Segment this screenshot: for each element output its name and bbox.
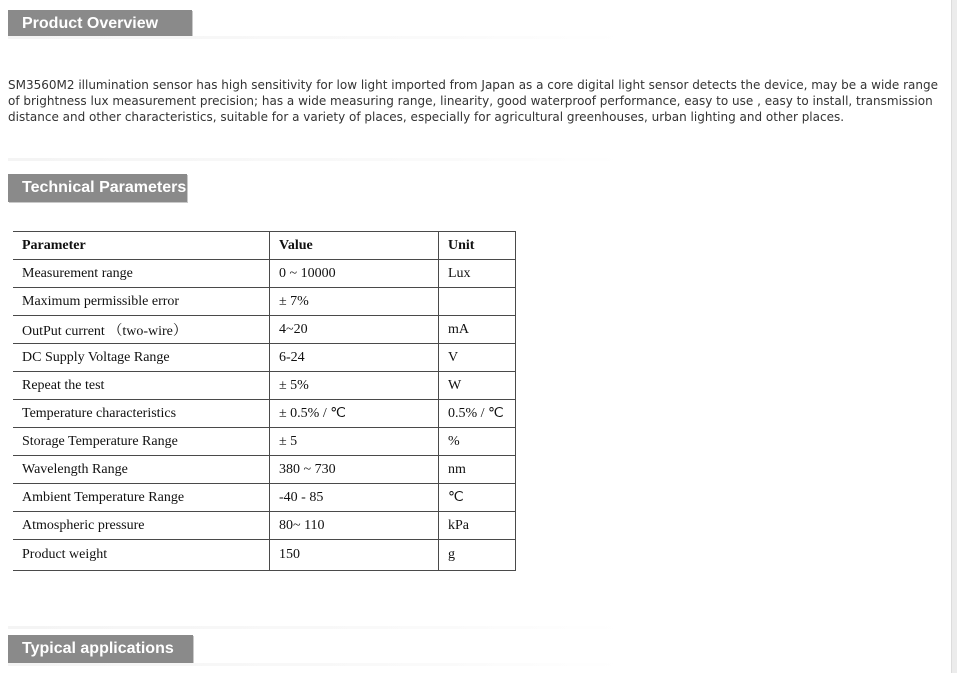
column-header-unit: Unit <box>439 232 516 260</box>
value-cell: 6-24 <box>270 344 439 372</box>
section-header-product-overview: Product Overview <box>8 10 192 38</box>
unit-cell: kPa <box>439 512 516 540</box>
parameter-cell: Storage Temperature Range <box>13 428 270 456</box>
unit-cell: 0.5% / ℃ <box>439 400 516 428</box>
unit-cell: mA <box>439 316 516 344</box>
parameter-cell: OutPut current （two-wire） <box>13 316 270 344</box>
section-divider <box>8 36 623 39</box>
value-cell: ± 5% <box>270 372 439 400</box>
value-cell: 150 <box>270 540 439 571</box>
section-divider <box>8 158 623 161</box>
parameter-cell: Atmospheric pressure <box>13 512 270 540</box>
column-header-value: Value <box>270 232 439 260</box>
unit-cell <box>439 288 516 316</box>
table-row <box>13 400 516 428</box>
unit-cell: W <box>439 372 516 400</box>
value-cell: -40 - 85 <box>270 484 439 512</box>
table-header-row <box>13 232 516 260</box>
value-cell: 380 ~ 730 <box>270 456 439 484</box>
parameter-cell: Wavelength Range <box>13 456 270 484</box>
value-cell: ± 7% <box>270 288 439 316</box>
column-header-parameter: Parameter <box>13 232 270 260</box>
technical-parameters-table <box>13 231 516 571</box>
unit-cell: V <box>439 344 516 372</box>
value-cell: 4~20 <box>270 316 439 344</box>
parameter-cell: Repeat the test <box>13 372 270 400</box>
section-header-technical-parameters: Technical Parameters <box>8 174 187 202</box>
unit-cell: g <box>439 540 516 571</box>
table-row <box>13 428 516 456</box>
table-row <box>13 540 516 571</box>
table-row <box>13 456 516 484</box>
value-cell: ± 0.5% / ℃ <box>270 400 439 428</box>
product-overview-text: SM3560M2 illumination sensor has high sensitivity for low light imported from Japan as a core digital light sensor detects the device, may be a wide range of brightness lux measurement precision; has a wide measuring range, linearity, good waterproof performance, easy to use , easy to install, transmission distance and other characteristics, suitable for a variety of places, especially for agricultural greenhouses, urban lighting and other places. <box>8 78 938 124</box>
unit-cell: nm <box>439 456 516 484</box>
table-row <box>13 316 516 344</box>
parameter-cell: Product weight <box>13 540 270 571</box>
table-row <box>13 260 516 288</box>
parameter-cell: Ambient Temperature Range <box>13 484 270 512</box>
table-row <box>13 344 516 372</box>
table-row <box>13 288 516 316</box>
section-divider <box>8 663 623 666</box>
parameter-cell: Temperature characteristics <box>13 400 270 428</box>
parameter-cell: Measurement range <box>13 260 270 288</box>
table-row <box>13 484 516 512</box>
parameter-cell: Maximum permissible error <box>13 288 270 316</box>
unit-cell: % <box>439 428 516 456</box>
section-header-typical-applications: Typical applications <box>8 635 193 663</box>
unit-cell: Lux <box>439 260 516 288</box>
parameter-cell: DC Supply Voltage Range <box>13 344 270 372</box>
value-cell: 80~ 110 <box>270 512 439 540</box>
table-row <box>13 512 516 540</box>
section-divider <box>8 626 623 629</box>
page-scroll-edge <box>951 0 957 673</box>
unit-cell: ℃ <box>439 484 516 512</box>
table-row <box>13 372 516 400</box>
value-cell: 0 ~ 10000 <box>270 260 439 288</box>
value-cell: ± 5 <box>270 428 439 456</box>
